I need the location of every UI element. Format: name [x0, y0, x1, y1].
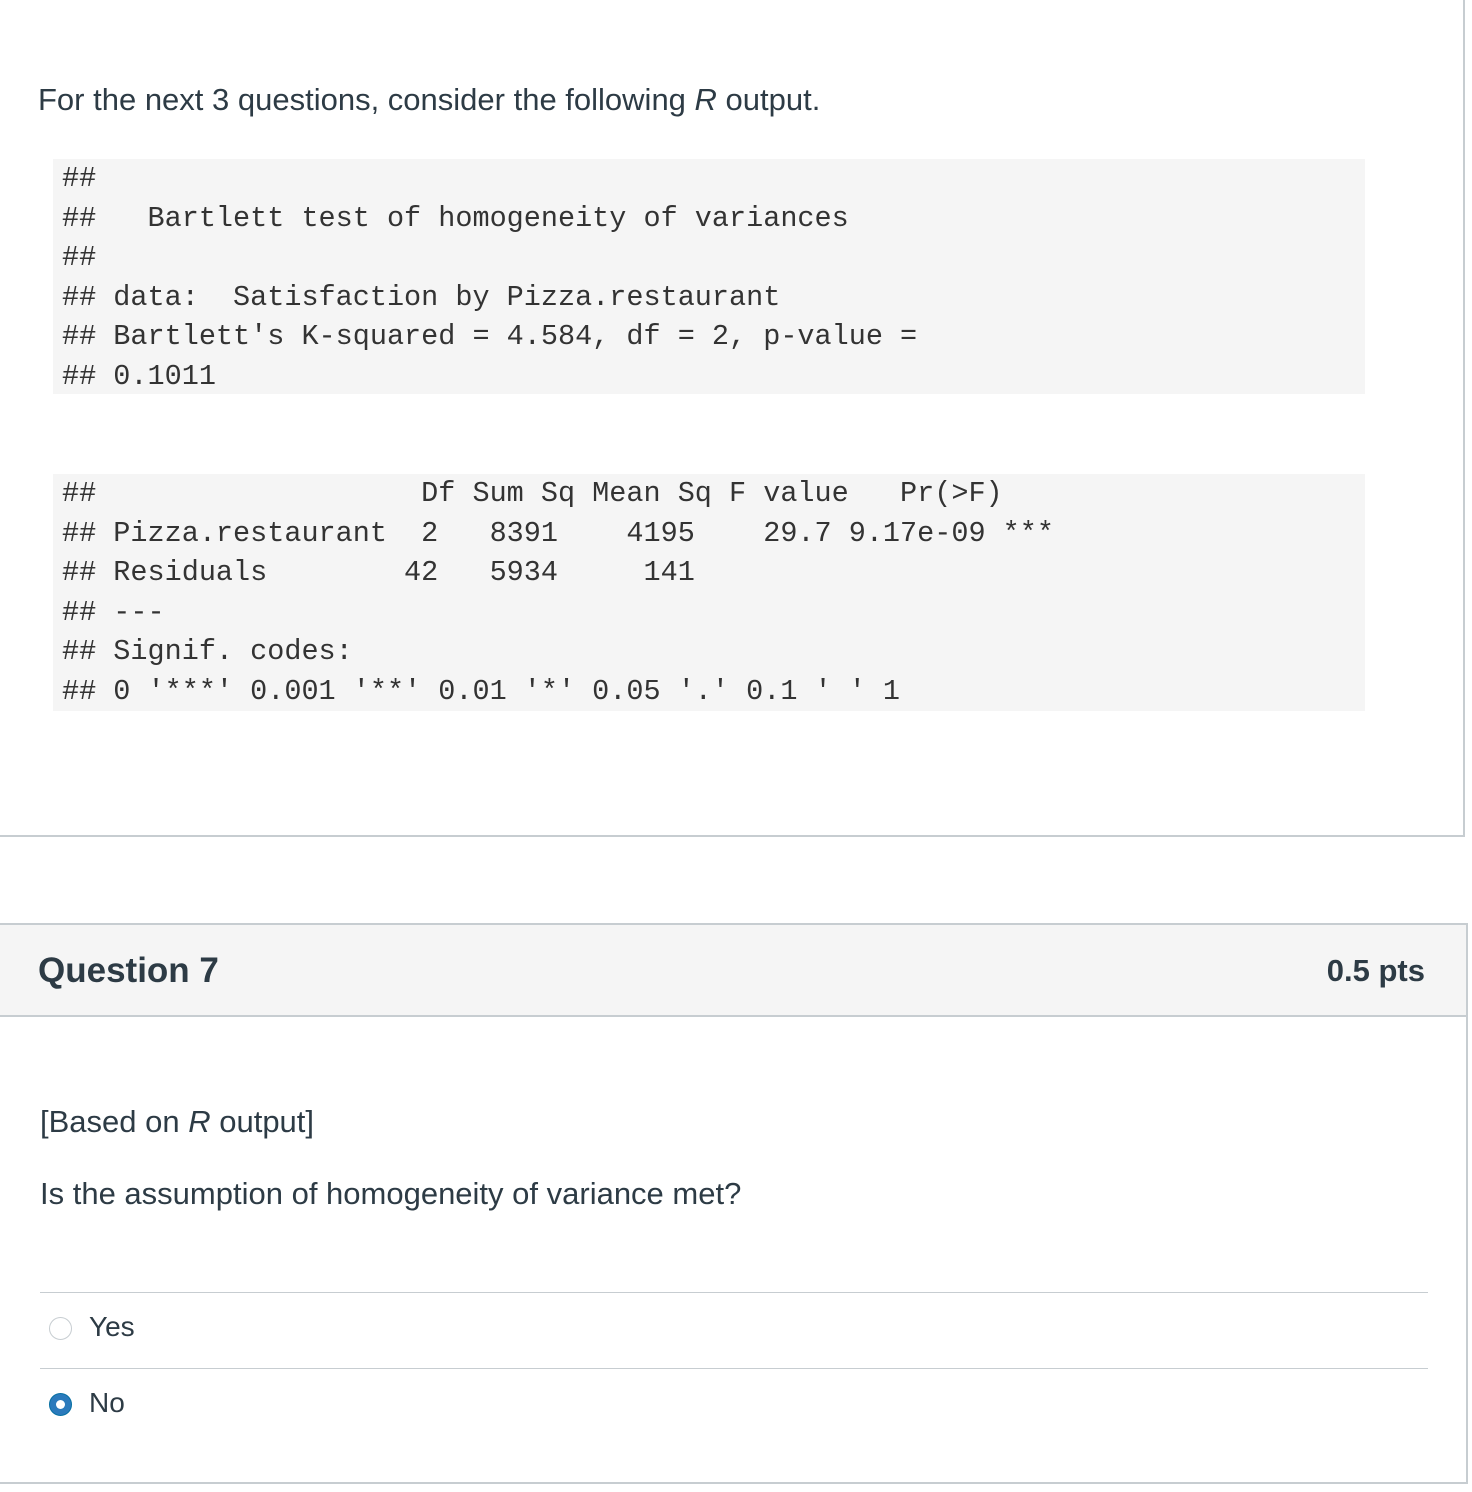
bartlett-code-block: [53, 159, 1365, 394]
radio-button-no-selected[interactable]: [49, 1393, 72, 1416]
intro-prefix: For the next 3 questions, consider the following: [38, 82, 695, 117]
code-line: ## 0.1011: [62, 360, 216, 393]
code-line: ## Residuals 42 5934 141: [62, 556, 695, 589]
intro-r: R: [694, 82, 717, 117]
intro-suffix: output.: [716, 82, 821, 117]
answer-option-no[interactable]: [40, 1369, 1428, 1443]
question-header: [0, 925, 1466, 1017]
code-line: ## 0 '***' 0.001 '**' 0.01 '*' 0.05 '.' 0.1 ' ' 1: [62, 675, 901, 708]
question-points: 0.5 pts: [1326, 953, 1425, 988]
context-r: R: [188, 1104, 211, 1139]
context-prefix: [Based on: [40, 1104, 189, 1139]
code-line: ## Df Sum Sq Mean Sq F value Pr(>F): [62, 477, 1003, 510]
context-suffix: output]: [210, 1104, 315, 1139]
code-line: ## data: Satisfaction by Pizza.restaurant: [62, 281, 781, 314]
question-context: [40, 1104, 314, 1140]
intro-text: [38, 82, 820, 118]
anova-code-block: [53, 474, 1365, 711]
answer-label-yes[interactable]: Yes: [89, 1311, 135, 1342]
code-line: ## ---: [62, 596, 165, 629]
code-line: ## Bartlett test of homogeneity of variances: [62, 202, 849, 235]
question-title: Question 7: [38, 951, 219, 990]
code-line: ## Pizza.restaurant 2 8391 4195 29.7 9.17e-09 ***: [62, 517, 1054, 550]
code-line: ##: [62, 241, 97, 274]
question-prompt: Is the assumption of homogeneity of variance met?: [40, 1176, 742, 1211]
question-card: [0, 923, 1468, 1484]
code-line: ##: [62, 162, 97, 195]
code-line: ## Signif. codes:: [62, 635, 353, 668]
answer-label-no[interactable]: No: [89, 1387, 125, 1418]
radio-button-yes[interactable]: [49, 1317, 72, 1340]
code-line: ## Bartlett's K-squared = 4.584, df = 2, p-value =: [62, 320, 918, 353]
answer-option-yes[interactable]: [40, 1293, 1428, 1367]
